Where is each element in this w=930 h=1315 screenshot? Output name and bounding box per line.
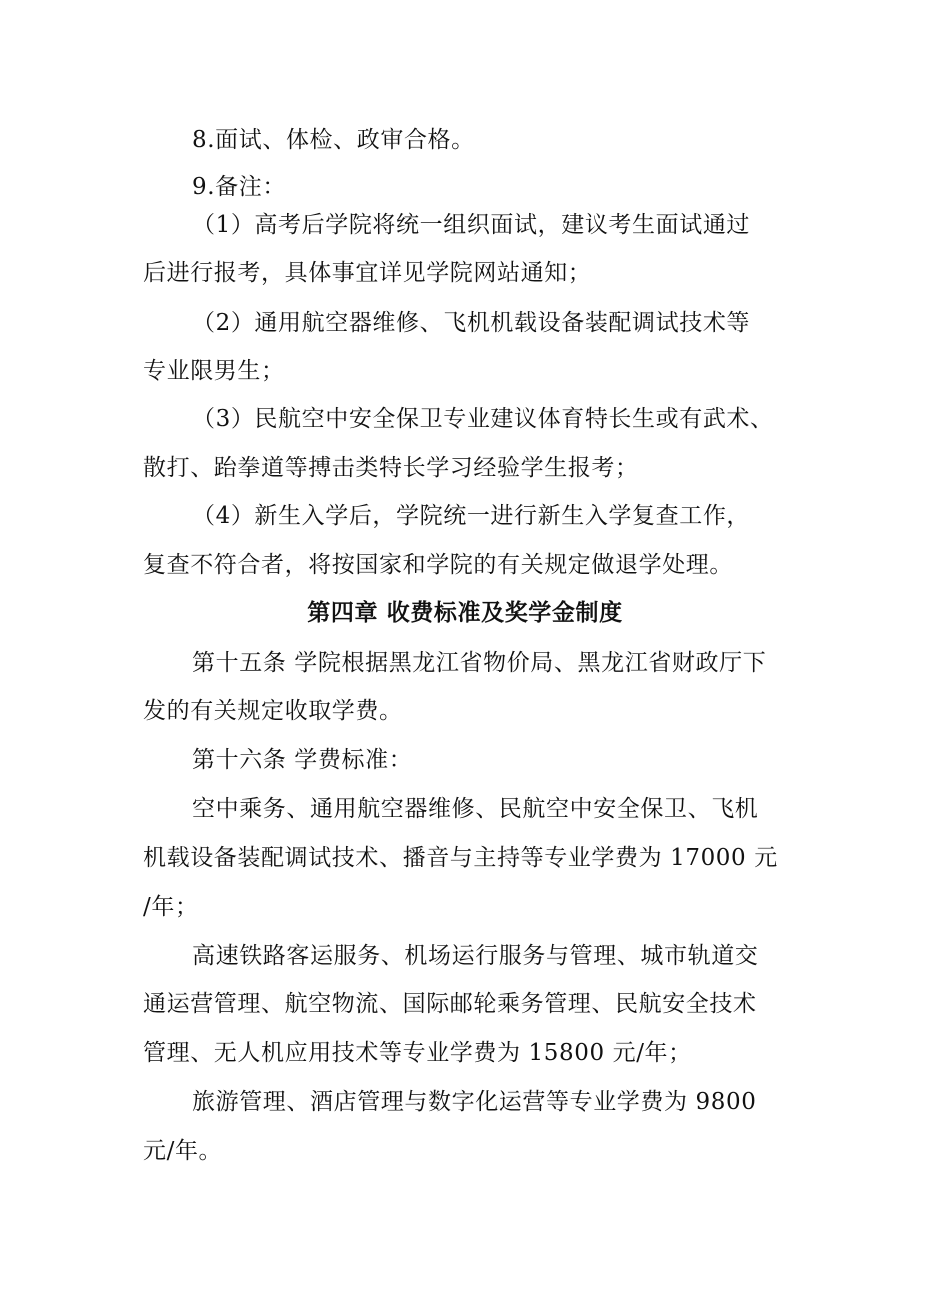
note-4-line-2: 复查不符合者，将按国家和学院的有关规定做退学处理。: [143, 552, 733, 578]
fee-group-2-line-1: 高速铁路客运服务、机场运行服务与管理、城市轨道交: [192, 943, 759, 969]
note-3-line-1: （3）民航空中安全保卫专业建议体育特长生或有武术、: [192, 406, 774, 432]
fee-group-3-line-1: 旅游管理、酒店管理与数字化运营等专业学费为 9800: [192, 1089, 757, 1115]
article-15-line-1: 第十五条 学院根据黑龙江省物价局、黑龙江省财政厅下: [192, 650, 767, 676]
item-9-label: 9.备注：: [192, 174, 286, 200]
fee-group-1-line-1: 空中乘务、通用航空器维修、民航空中安全保卫、飞机: [192, 796, 759, 822]
article-16-heading: 第十六条 学费标准：: [192, 747, 413, 773]
note-1-line-2: 后进行报考，具体事宜详见学院网站通知；: [143, 260, 592, 286]
fee-group-1-line-2: 机载设备装配调试技术、播音与主持等专业学费为 17000 元: [143, 845, 778, 871]
fee-group-1-line-3: /年；: [143, 894, 199, 920]
note-2-line-1: （2）通用航空器维修、飞机机载设备装配调试技术等: [192, 310, 751, 336]
note-3-line-2: 散打、跆拳道等搏击类特长学习经验学生报考；: [143, 455, 639, 481]
item-8-text: 8.面试、体检、政审合格。: [192, 127, 475, 153]
fee-group-2-line-2: 通运营管理、航空物流、国际邮轮乘务管理、民航安全技术: [143, 991, 757, 1017]
article-15-line-2: 发的有关规定收取学费。: [143, 698, 403, 724]
note-1-line-1: （1）高考后学院将统一组织面试，建议考生面试通过: [192, 212, 751, 238]
chapter-heading: 第四章 收费标准及奖学金制度: [307, 599, 623, 626]
note-2-line-2: 专业限男生；: [143, 358, 285, 384]
note-4-line-1: （4）新生入学后，学院统一进行新生入学复查工作，: [192, 503, 751, 529]
fee-group-2-line-3: 管理、无人机应用技术等专业学费为 15800 元/年；: [143, 1040, 692, 1066]
fee-group-3-line-2: 元/年。: [143, 1138, 223, 1164]
